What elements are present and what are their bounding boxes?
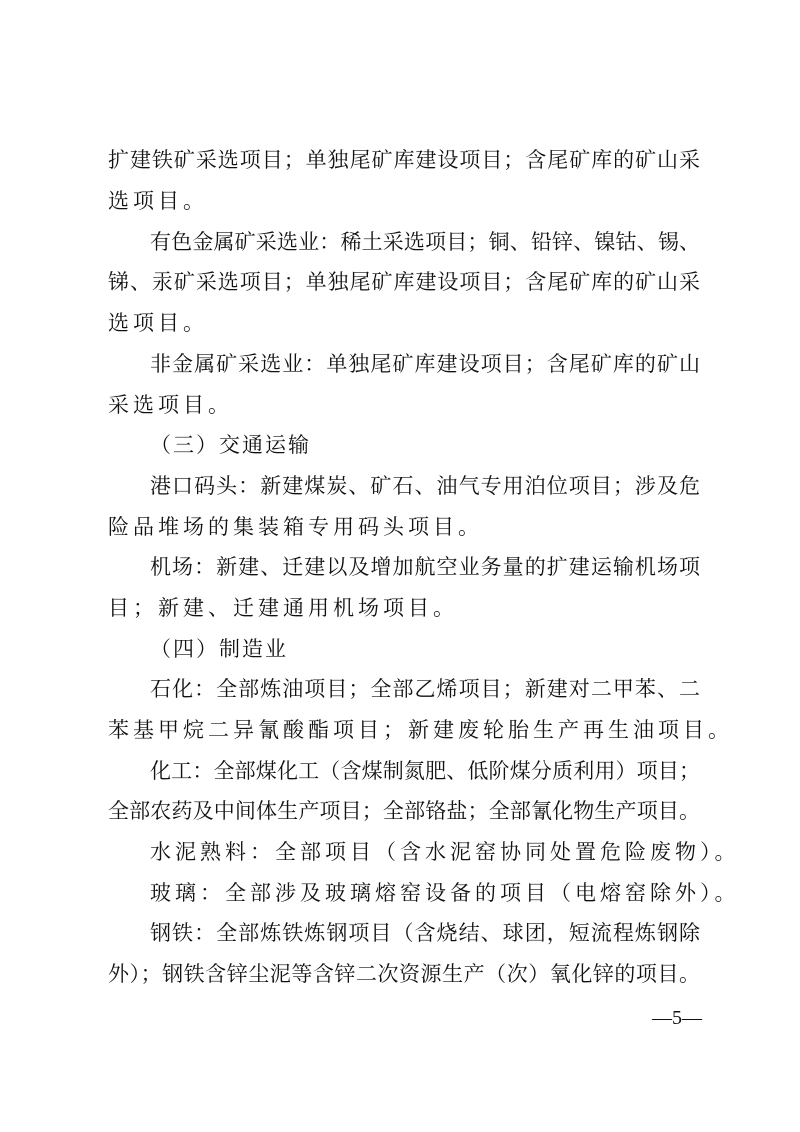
text-line: 石化：全部炼油项目；全部乙烯项目；新建对二甲苯、二: [150, 677, 700, 701]
text-line: 选项目。: [108, 311, 208, 335]
text-line: 苯基甲烷二异氰酸酯项目；新建废轮胎生产再生油项目。: [108, 718, 733, 742]
text-line: 化工：全部煤化工（含煤制氮肥、低阶煤分质利用）项目；: [150, 759, 700, 783]
text-line: 外）；钢铁含锌尘泥等含锌二次资源生产（次）氧化锌的项目。: [108, 962, 700, 986]
text-line: 采选项目。: [108, 393, 233, 417]
section-heading: （四）制造业: [150, 637, 288, 661]
page-number: —5—: [652, 1007, 702, 1029]
text-line: 钢铁：全部炼铁炼钢项目（含烧结、球团，短流程炼钢除: [150, 921, 700, 945]
text-line: 险品堆场的集装箱专用码头项目。: [108, 515, 483, 539]
text-line: 港口码头：新建煤炭、矿石、油气专用泊位项目；涉及危: [150, 474, 700, 498]
text-line: 锑、汞矿采选项目；单独尾矿库建设项目；含尾矿库的矿山采: [108, 270, 700, 294]
text-line: 有色金属矿采选业：稀土采选项目；铜、铅锌、镍钴、锡、: [150, 230, 700, 254]
text-line: 扩建铁矿采选项目；单独尾矿库建设项目；含尾矿库的矿山采: [108, 148, 700, 172]
text-line: 目；新建、迁建通用机场项目。: [108, 596, 458, 620]
text-line: 机场：新建、迁建以及增加航空业务量的扩建运输机场项: [150, 555, 700, 579]
text-line: 水泥熟料：全部项目（含水泥窑协同处置危险废物）。: [150, 840, 740, 864]
section-heading: （三）交通运输: [150, 433, 311, 457]
text-line: 玻璃：全部涉及玻璃熔窑设备的项目（电熔窑除外）。: [150, 881, 740, 905]
text-line: 选项目。: [108, 189, 208, 213]
text-line: 全部农药及中间体生产项目；全部铬盐；全部氰化物生产项目。: [108, 799, 700, 823]
text-line: 非金属矿采选业：单独尾矿库建设项目；含尾矿库的矿山: [150, 352, 700, 376]
